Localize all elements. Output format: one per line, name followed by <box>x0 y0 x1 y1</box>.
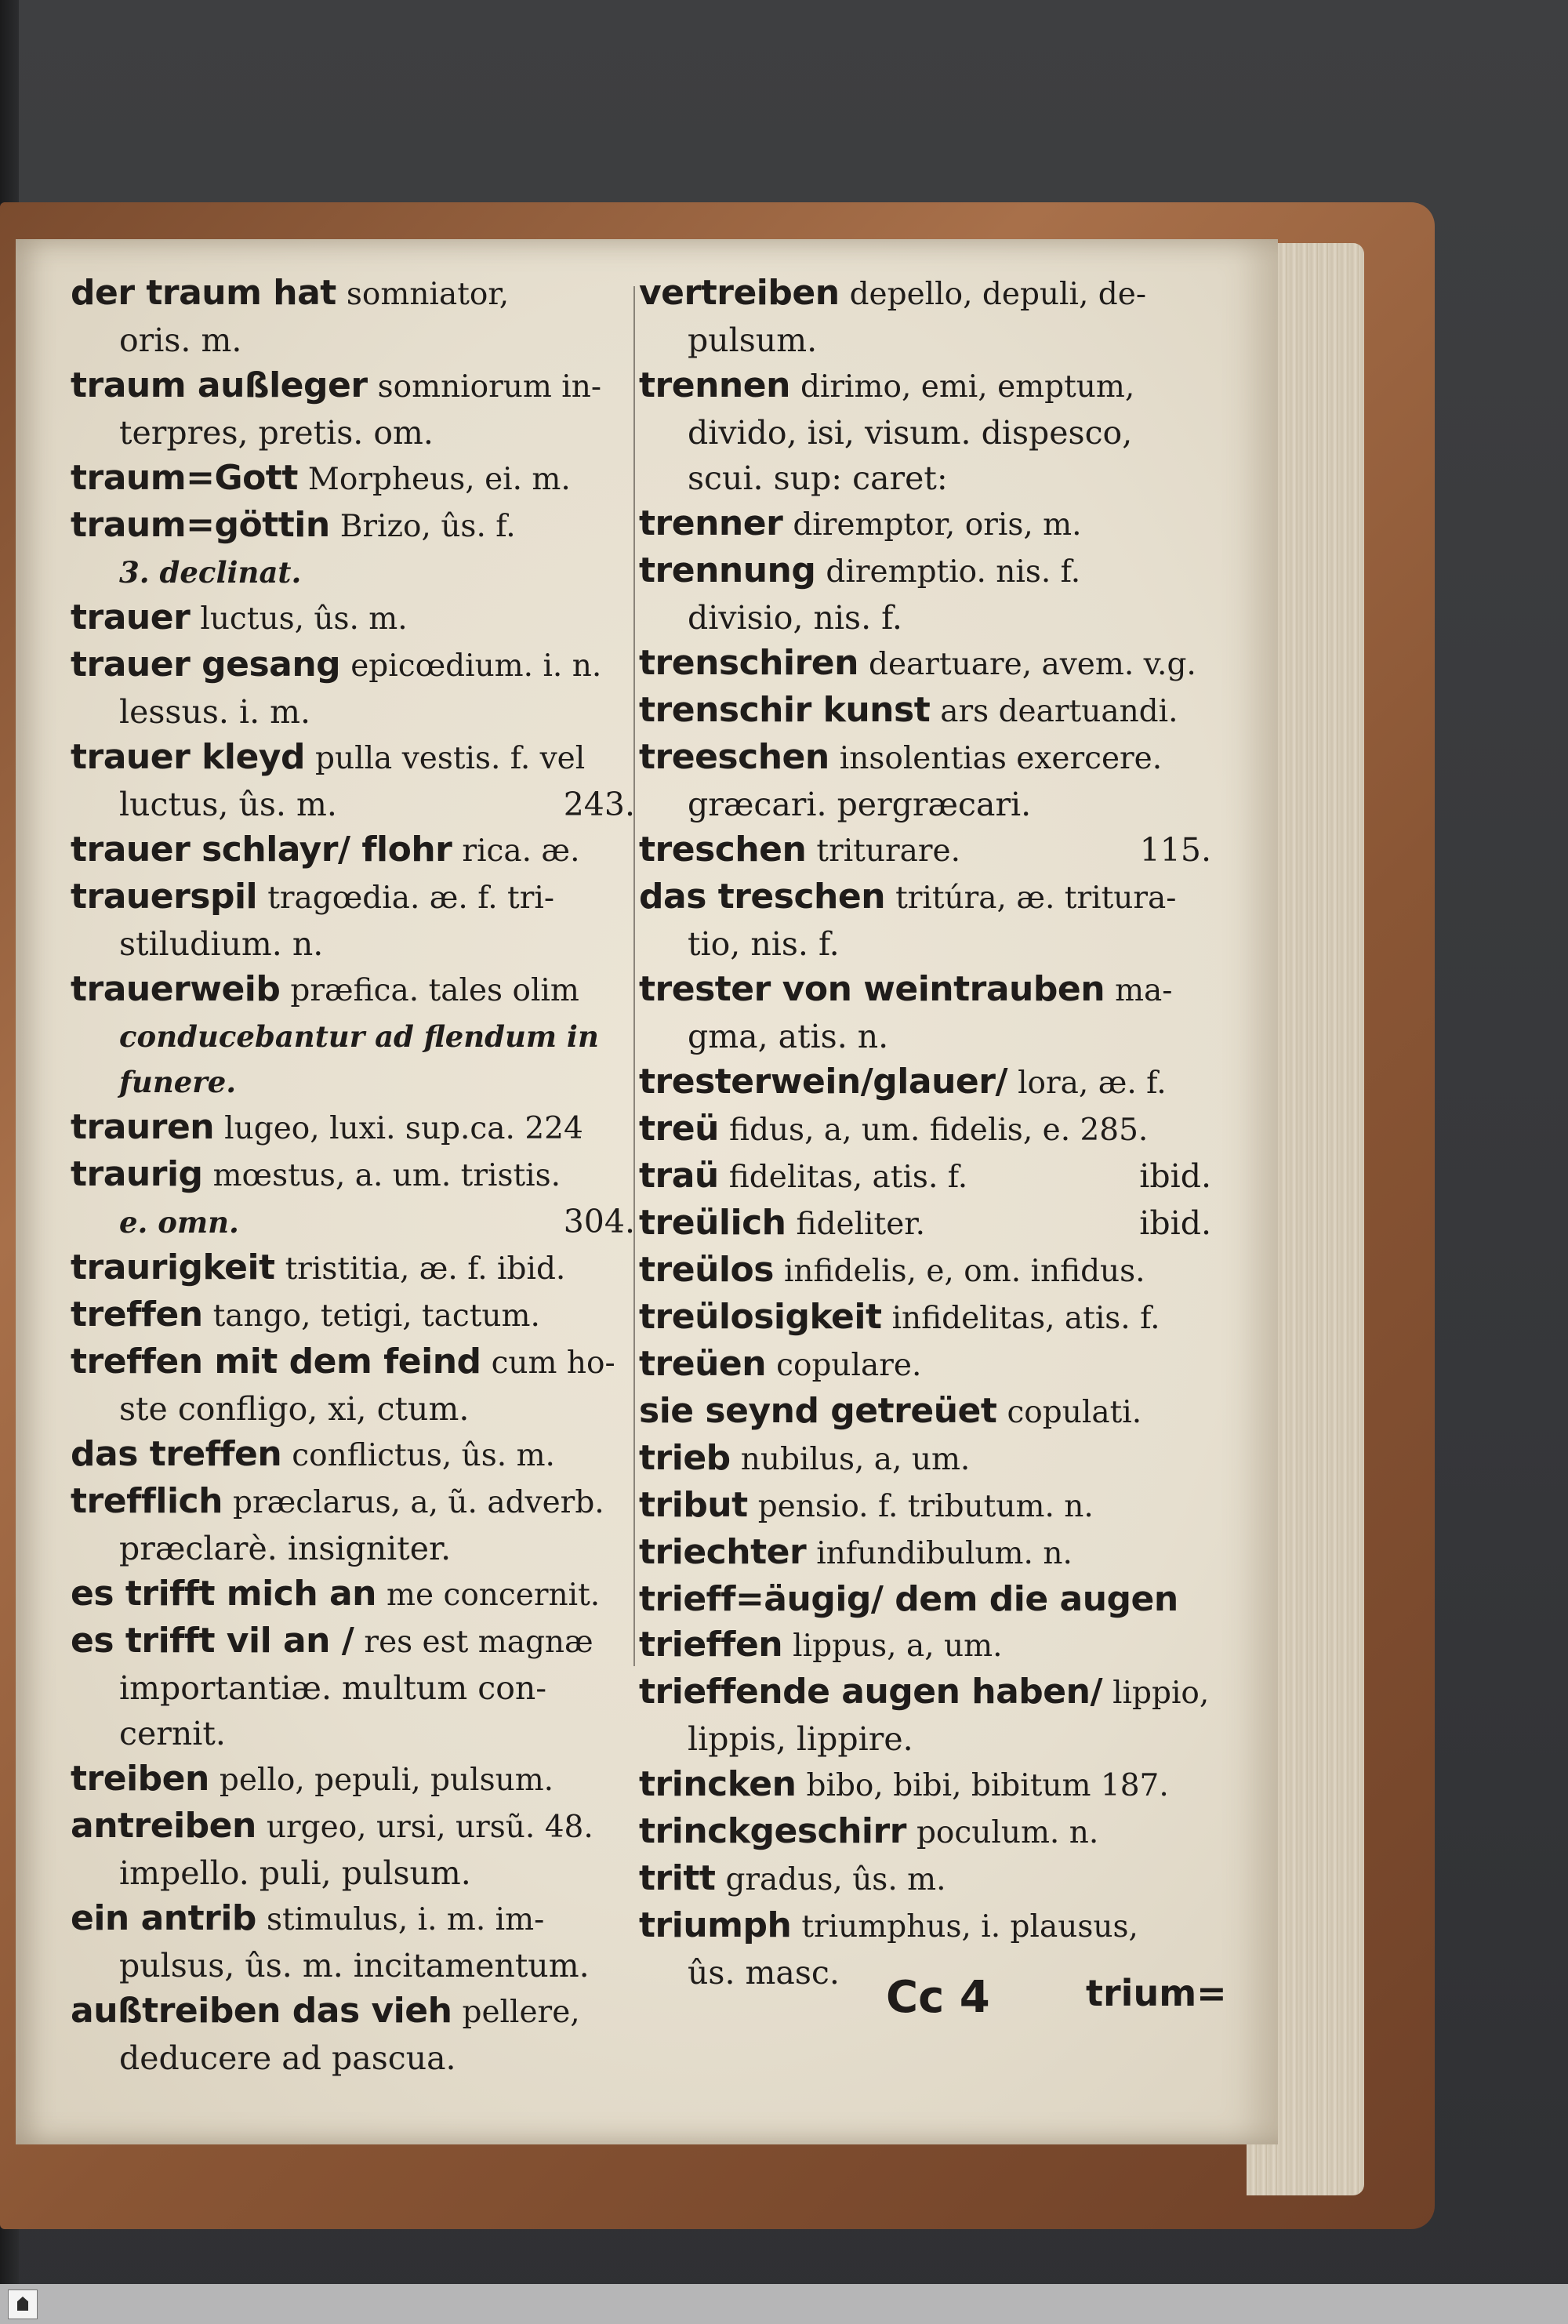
entry: treülos infidelis, e, om. infidus. <box>639 1250 1145 1290</box>
entry: es trifft vil an / res est magnæ importantiæ. multum con-cernit. <box>71 1621 593 1752</box>
entry: außtreiben das vieh pellere, deducere ad pascua. <box>71 1991 580 2077</box>
entry: sie seynd getreüet copulati. <box>639 1391 1142 1431</box>
right-column <box>639 271 1211 1995</box>
entry: traum=göttin Brizo, ûs. f. 3. declinat. <box>71 505 516 590</box>
entry: trauer gesang epicœdium. i. n. lessus. i. m. <box>71 645 602 731</box>
entry: treü fidus, a, um. fidelis, e. 285. <box>639 1109 1149 1149</box>
entry: es trifft mich an me concernit. <box>71 1574 601 1614</box>
entry: vertreiben depello, depuli, de- pulsum. <box>639 273 1146 359</box>
entry: trauer luctus, ûs. m. <box>71 597 408 637</box>
entry: trenschir kunst ars deartuandi. <box>639 690 1178 730</box>
entry: trennung diremptio. nis. f. divisio, nis. f. <box>639 550 1081 637</box>
entry: treülich fideliter. ibid. <box>639 1203 1211 1243</box>
entry: das treffen conflictus, ûs. m. <box>71 1434 555 1474</box>
entry: trauer kleyd pulla vestis. f. vel luctus, ûs. m. 243. <box>71 737 635 823</box>
entry: trieffende augen haben/ lippio, lippis, lippire. <box>639 1672 1210 1758</box>
entry: trauerspil tragœdia. æ. f. tri- stiludium. n. <box>71 877 555 963</box>
entry: tresterwein/glauer/ lora, æ. f. <box>639 1062 1167 1102</box>
entry: trauren lugeo, luxi. sup.ca. 224 <box>71 1107 583 1147</box>
library-logo-icon[interactable] <box>8 2290 38 2319</box>
entry: das treschen tritúra, æ. tritura- tio, nis. f. <box>639 877 1177 963</box>
entry: antreiben urgeo, ursi, ursũ. 48. impello. puli, pulsum. <box>71 1806 593 1892</box>
entry: triumph triumphus, i. plausus, ûs. masc. <box>639 1905 1138 1992</box>
entry: ein antrib stimulus, i. m. im- pulsus, ûs. m. incitamentum. <box>71 1898 590 1984</box>
entry: trester von weintrauben ma- gma, atis. n. <box>639 969 1173 1055</box>
entry: traum außleger somniorum in- terpres, pretis. om. <box>71 365 602 452</box>
entry: treülosigkeit infidelitas, atis. f. <box>639 1297 1160 1337</box>
entry: trauer schlayr/ flohr rica. æ. <box>71 830 580 870</box>
entry: tribut pensio. f. tributum. n. <box>639 1485 1094 1525</box>
entry: treüen copulare. <box>639 1344 922 1384</box>
entry: trenner diremptor, oris, m. <box>639 503 1082 543</box>
catchword: trium= <box>1086 1972 1227 2014</box>
entry: der traum hat somniator, oris. m. <box>71 273 510 359</box>
signature-mark: Cc 4 <box>886 1972 990 2023</box>
entry: treschen triturare. 115. <box>639 830 1211 870</box>
entry: trefflich præclarus, a, ũ. adverb. præclarè. insigniter. <box>71 1481 604 1567</box>
entry: trenschiren deartuare, avem. v.g. <box>639 643 1196 683</box>
entry: traurig mœstus, a. um. tristis. e. omn. 304. <box>71 1154 635 1240</box>
entry: traum=Gott Morpheus, ei. m. <box>71 458 571 498</box>
entry: treeschen insolentias exercere. græcari. pergræcari. <box>639 737 1163 823</box>
entry: treffen tango, tetigi, tactum. <box>71 1295 540 1334</box>
entry: trennen dirimo, emi, emptum, divido, isi, visum. dispesco, scui. sup: caret: <box>639 365 1135 497</box>
entry: traü fidelitas, atis. f. ibid. <box>639 1156 1211 1196</box>
entry: trieb nubilus, a, um. <box>639 1438 971 1478</box>
entry: treffen mit dem feind cum ho- ste confligo, xi, ctum. <box>71 1342 615 1428</box>
entry: traurigkeit tristitia, æ. f. ibid. <box>71 1247 566 1287</box>
entry: trauerweib præfica. tales olim conducebantur ad flendum in funere. <box>71 969 599 1099</box>
entry: trieff=äugig/ dem die augen trieffen lippus, a, um. <box>639 1579 1178 1665</box>
entry: trinckgeschirr poculum. n. <box>639 1811 1099 1851</box>
entry: treiben pello, pepuli, pulsum. <box>71 1759 554 1799</box>
entry: tritt gradus, ûs. m. <box>639 1858 946 1898</box>
entry: triechter infundibulum. n. <box>639 1532 1073 1572</box>
left-column <box>71 271 635 2081</box>
entry: trincken bibo, bibi, bibitum 187. <box>639 1764 1169 1804</box>
viewer-status-bar <box>0 2284 1568 2324</box>
